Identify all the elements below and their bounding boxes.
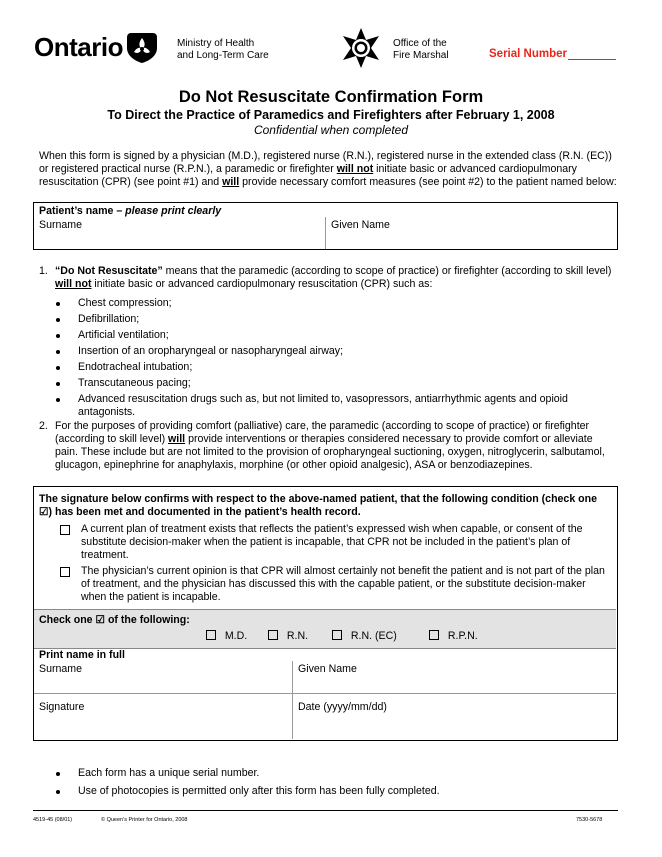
option-1-checkbox[interactable] (60, 525, 70, 535)
form-code: 4519-45 (08/01) (33, 817, 73, 823)
form-subtitle: To Direct the Practice of Paramedics and Firefighters after February 1, 2008 (107, 108, 555, 122)
form-title: Do Not Resuscitate Confirmation Form (178, 88, 484, 106)
signature-box (33, 486, 618, 741)
list-item: Each form has a unique serial number. (78, 767, 608, 780)
point-2-number: 2. (39, 420, 48, 432)
role-rn-ec-checkbox[interactable] (332, 630, 342, 640)
cpr-list (78, 297, 608, 419)
serial-number-label: Serial Number (489, 48, 567, 60)
role-md[interactable]: M.D. (206, 630, 247, 643)
serial-number-line (568, 59, 616, 60)
signer-given-name-field[interactable]: Given Name (298, 663, 357, 675)
condition-heading: The signature below confirms with respect to the above-named patient, that the following condition (check one ☑) has been met and documented in the patient’s health record. (39, 493, 597, 518)
point-1-number: 1. (39, 265, 48, 277)
role-rn-checkbox[interactable] (268, 630, 278, 640)
option-2-checkbox[interactable] (60, 567, 70, 577)
list-item: Advanced resuscitation drugs such as, but not limited to, vasopressors, antiarrhythmic agents and opioid antagonists. (78, 393, 608, 419)
list-item: Chest compression; (78, 297, 608, 310)
role-md-checkbox[interactable] (206, 630, 216, 640)
intro-paragraph: When this form is signed by a physician (M.D.), registered nurse (R.N.), registered nurse in the extended class (R.N. (EC)) or registered practical nurse (R.P.N.), a paramedic or firefighter will not initiate basic or advanced cardiopulmonary resuscitation (CPR) (see point #1) and will provide necessary comfort measures (see point #2) to the patient named below: (39, 150, 617, 188)
role-check-heading: Check one ☑ of the following: (39, 614, 190, 626)
list-item: Transcutaneous pacing; (78, 377, 608, 390)
ministry-name: Ministry of Health and Long-Term Care (177, 38, 269, 61)
role-check-band (34, 609, 616, 649)
patient-name-box (33, 202, 618, 250)
trillium-logo-icon (125, 30, 159, 69)
ontario-logo-text: Ontario (34, 32, 123, 62)
option-1-text: A current plan of treatment exists that reflects the patient’s expressed wish when capable, or consent of the substitute decision-maker when the patient is incapable, that CPR not be included in the patient’s plan of treatment. (81, 523, 583, 561)
patient-surname-field[interactable]: Surname (39, 219, 82, 231)
print-name-heading: Print name in full (39, 649, 125, 661)
role-rpn[interactable]: R.P.N. (429, 630, 478, 643)
footer-bullets (78, 767, 608, 798)
option-2-text: The physician’s current opinion is that CPR will almost certainly not benefit the patient and is not part of the plan of treatment, and the physician has discussed this with the capable patient, or the substitute decision-maker when the patient is incapable. (81, 565, 605, 603)
fire-marshal-emblem-icon (339, 26, 383, 75)
point-1-text: “Do Not Resuscitate” means that the paramedic (according to scope of practice) or firefighter (according to skill level) will not initiate basic or advanced cardiopulmonary resuscitation (CPR) such as: (55, 265, 612, 290)
footer-divider (33, 810, 618, 811)
point-2-text: For the purposes of providing comfort (palliative) care, the paramedic (according to scope of practice) or firefighter (according to skill level) will provide interventions or therapies considered necessary to provide comfort or alleviate pain. These include but are not limited to the provision of oropharyngeal suctioning, oxygen, nitroglycerin, salbutamol, glucagon, epinephrine for anaphylaxis, morphine (or other opioid analgesic), ASA or benzodiazepines. (55, 420, 605, 471)
confidential-note: Confidential when completed (253, 123, 409, 137)
signer-surname-field[interactable]: Surname (39, 663, 82, 675)
signature-field[interactable]: Signature (39, 701, 85, 713)
list-item: Insertion of an oropharyngeal or nasopharyngeal airway; (78, 345, 608, 358)
role-rn[interactable]: R.N. (268, 630, 308, 643)
list-item: Artificial ventilation; (78, 329, 608, 342)
role-rpn-checkbox[interactable] (429, 630, 439, 640)
patient-name-heading: Patient’s name – please print clearly (39, 205, 222, 217)
list-item: Use of photocopies is permitted only after this form has been fully completed. (78, 785, 608, 798)
role-rn-ec[interactable]: R.N. (EC) (332, 630, 397, 643)
fire-marshal-name: Office of the Fire Marshal (393, 38, 449, 61)
patient-given-name-field[interactable]: Given Name (331, 219, 390, 231)
list-item: Endotracheal intubation; (78, 361, 608, 374)
list-item: Defibrillation; (78, 313, 608, 326)
date-field[interactable]: Date (yyyy/mm/dd) (298, 701, 387, 713)
form-code-right: 7530-5678 (576, 817, 603, 823)
copyright: © Queen’s Printer for Ontario, 2008 (101, 817, 188, 823)
